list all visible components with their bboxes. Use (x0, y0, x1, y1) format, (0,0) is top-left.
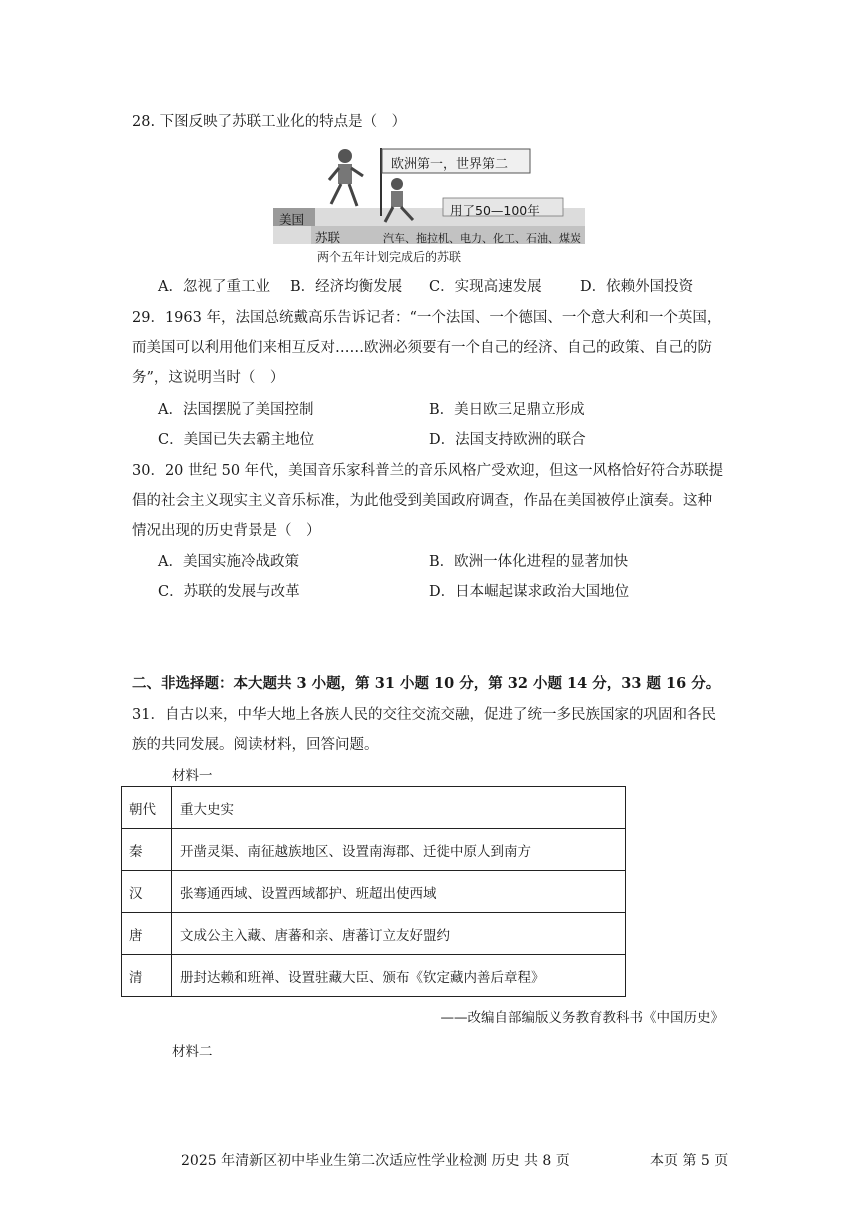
figure-industries: 汽车、拖拉机、电力、化工、石油、煤炭 (383, 232, 581, 245)
q29-stem-line3: 务”，这说明当时（ ） (132, 370, 285, 386)
q30-stem-line1: 30．20 世纪 50 年代，美国音乐家科普兰的音乐风格广受欢迎，但这一风格恰好符合苏联提 (132, 463, 724, 479)
figure-label-ussr: 苏联 (315, 230, 341, 245)
q30-option-b[interactable]: B．欧洲一体化进程的显著加快 (429, 554, 629, 570)
material2-label: 材料二 (172, 1044, 213, 1060)
figure-years-label: 用了50—100年 (450, 203, 540, 218)
q28-figure (273, 146, 585, 266)
figure-banner-text: 欧洲第一，世界第二 (391, 157, 509, 172)
q31-stem-line2: 族的共同发展。阅读材料，回答问题。 (132, 737, 379, 753)
q28-option-b[interactable]: B．经济均衡发展 (290, 279, 403, 295)
q29-option-b[interactable]: B．美日欧三足鼎立形成 (429, 402, 585, 418)
table-row (122, 829, 626, 871)
q28-option-a[interactable]: A．忽视了重工业 (158, 279, 270, 295)
table-header-row (122, 787, 626, 829)
figure-caption: 两个五年计划完成后的苏联 (317, 250, 462, 264)
q28-option-d[interactable]: D．依赖外国投资 (580, 279, 694, 295)
footer-subject: 历史 (491, 1153, 520, 1169)
table-header-events: 重大史实 (172, 787, 626, 829)
table-cell-dynasty: 秦 (122, 829, 172, 871)
q30-stem-line3: 情况出现的历史背景是（ ） (132, 523, 321, 539)
table-cell-events: 文成公主入藏、唐蕃和亲、唐蕃订立友好盟约 (172, 913, 626, 955)
section2-heading: 二、非选择题：本大题共 3 小题，第 31 小题 10 分，第 32 小题 14 分，33 题 16 分。 (132, 675, 721, 692)
q29-option-d[interactable]: D．法国支持欧洲的联合 (429, 432, 586, 448)
table-row (122, 871, 626, 913)
footer-exam-title: 2025 年清新区初中毕业生第二次适应性学业检测 (181, 1153, 488, 1169)
table-source: ——改编自部编版义务教育教科书《中国历史》 (440, 1010, 724, 1026)
q30-option-d[interactable]: D．日本崛起谋求政治大国地位 (429, 584, 630, 600)
dynasty-events-table (121, 786, 626, 997)
table-row (122, 955, 626, 997)
q30-option-a[interactable]: A．美国实施冷战政策 (158, 554, 299, 570)
q29-stem-line2: 而美国可以利用他们来相互反对……欧洲必须要有一个自己的经济、自己的政策、自己的防 (132, 340, 712, 356)
table-cell-events: 张骞通西域、设置西域都护、班超出使西域 (172, 871, 626, 913)
table-cell-dynasty: 汉 (122, 871, 172, 913)
figure-label-usa: 美国 (279, 212, 305, 227)
table-cell-events: 册封达赖和班禅、设置驻藏大臣、颁布《钦定藏内善后章程》 (172, 955, 626, 997)
q29-option-c[interactable]: C．美国已失去霸主地位 (158, 432, 315, 448)
q28-stem: 28. 下图反映了苏联工业化的特点是（ ） (132, 114, 407, 130)
table-cell-events: 开凿灵渠、南征越族地区、设置南海郡、迁徙中原人到南方 (172, 829, 626, 871)
table-cell-dynasty: 清 (122, 955, 172, 997)
table-row (122, 913, 626, 955)
q31-stem-line1: 31．自古以来，中华大地上各族人民的交往交流交融，促进了统一多民族国家的巩固和各民 (132, 707, 716, 723)
table-header-dynasty: 朝代 (122, 787, 172, 829)
q29-option-a[interactable]: A．法国摆脱了美国控制 (158, 402, 314, 418)
table-cell-dynasty: 唐 (122, 913, 172, 955)
material1-label: 材料一 (172, 768, 213, 784)
q29-stem-line1: 29．1963 年，法国总统戴高乐告诉记者：“一个法国、一个德国、一个意大利和一个英国， (132, 310, 722, 326)
q28-option-c[interactable]: C．实现高速发展 (429, 279, 542, 295)
q30-stem-line2: 倡的社会主义现实主义音乐标准，为此他受到美国政府调查，作品在美国被停止演奏。这种 (132, 493, 712, 509)
q30-option-c[interactable]: C．苏联的发展与改革 (158, 584, 300, 600)
footer-total-pages: 共 8 页 (523, 1153, 570, 1169)
footer-page-number: 本页 第 5 页 (650, 1153, 729, 1169)
footer-info (181, 1150, 570, 1170)
